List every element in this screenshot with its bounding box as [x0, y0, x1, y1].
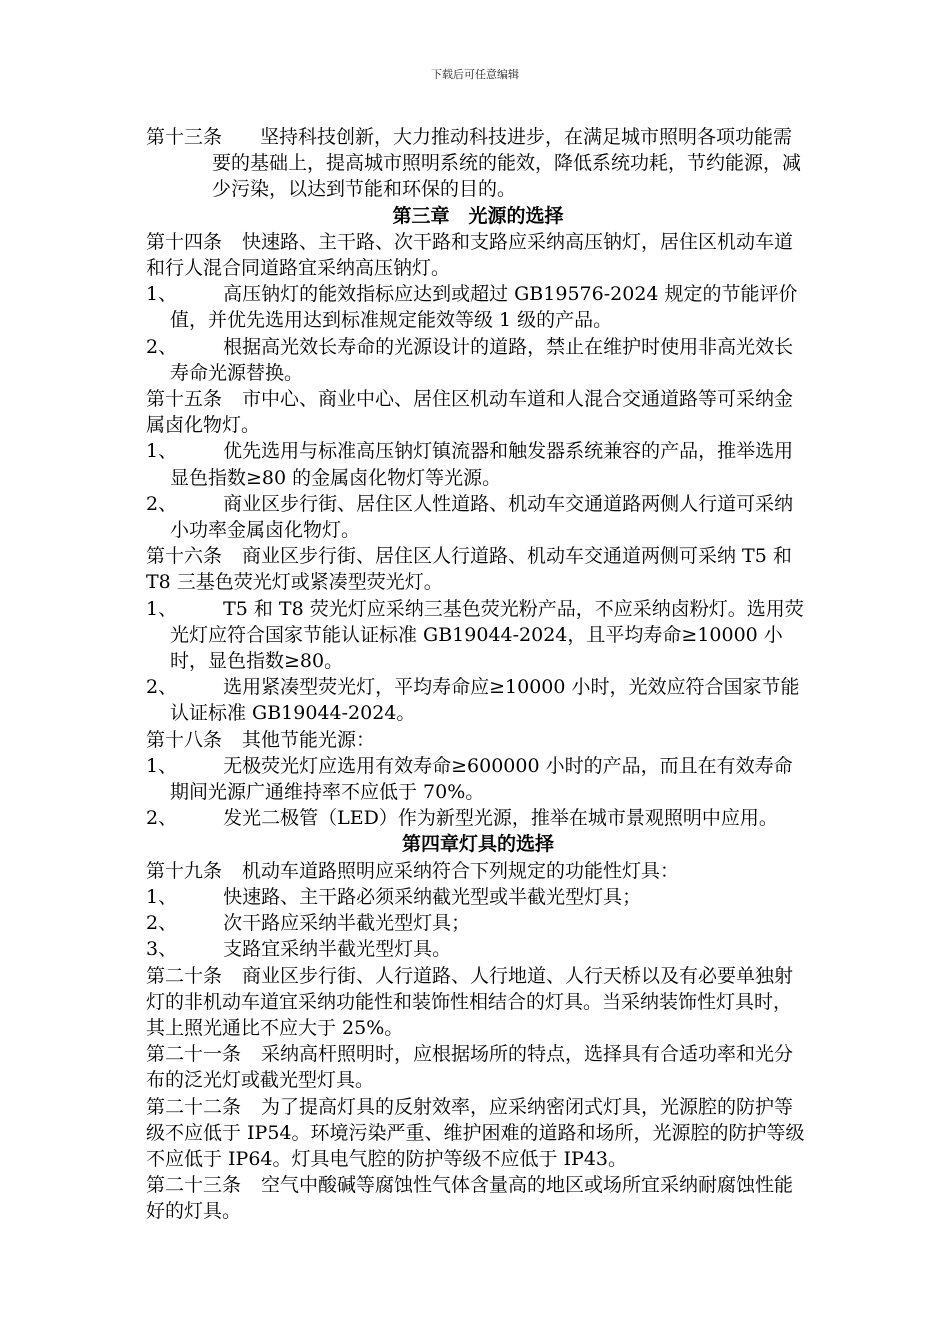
paragraph-text: 优先选用与标准高压钠灯镇流器和触发器系统兼容的产品，推举选用显色指数≥80 的金属卤化物灯等光源。: [170, 440, 794, 489]
page-header: 下载后可任意编辑: [431, 68, 519, 81]
item-number: 1、: [146, 885, 178, 908]
paragraph-text: 商业区步行街、人行道路、人行地道、人行天桥以及有必要单独射灯的非机动车道宜采纳功能性和装饰性相结合的灯具。当采纳装饰性灯具时，其上照光通比不应大于 25%。: [146, 964, 794, 1039]
article-label: 第十五条: [146, 388, 223, 411]
list-item: [146, 674, 810, 726]
paragraph-text: 发光二极管（LED）作为新型光源，推举在城市景观照明中应用。: [223, 807, 778, 830]
item-number: 3、: [146, 938, 178, 961]
paragraph-text: 机动车道路照明应采纳符合下列规定的功能性灯具：: [242, 859, 680, 882]
article-paragraph: [146, 858, 810, 884]
list-item: [146, 910, 810, 936]
item-number: 1、: [146, 440, 178, 463]
article-label: 第十八条: [146, 728, 223, 751]
item-number: 1、: [146, 754, 178, 777]
article-label: 第二十一条: [146, 1043, 242, 1066]
article-label: 第十四条: [146, 230, 223, 253]
paragraph-text: 采纳高杆照明时，应根据场所的特点，选择具有合适功率和光分布的泛光灯或截光型灯具。: [146, 1043, 794, 1092]
item-number: 1、: [146, 283, 178, 306]
paragraph-text: 根据高光效长寿命的光源设计的道路，禁止在维护时使用非高光效长寿命光源替换。: [170, 335, 794, 384]
article-paragraph: [146, 1172, 810, 1224]
list-item: [146, 334, 810, 386]
list-item: [146, 805, 810, 831]
document-body: [146, 124, 810, 1225]
article-paragraph: [146, 124, 810, 203]
article-paragraph: [146, 963, 810, 1042]
item-number: 2、: [146, 492, 178, 515]
paragraph-text: 次干路应采纳半截光型灯具；: [223, 912, 471, 935]
article-label: 第十三条: [146, 126, 223, 148]
list-item: [146, 281, 810, 333]
article-paragraph: [146, 229, 810, 281]
list-item: [146, 438, 810, 490]
article-paragraph: [146, 1041, 810, 1093]
paragraph-text: 快速路、主干路必须采纳截光型或半截光型灯具；: [223, 885, 642, 908]
item-number: 1、: [146, 597, 178, 620]
paragraph-text: 无极荧光灯应选用有效寿命≥600000 小时的产品，而且在有效寿命期间光源广通维持率不应低于 70%。: [170, 754, 793, 804]
article-paragraph: [146, 386, 810, 438]
list-item: [146, 596, 810, 675]
paragraph-text: T5 和 T8 荧光灯应采纳三基色荧光粉产品，不应采纳卤粉灯。选用荧光灯应符合国家节能认证标准 GB19044-2024，且平均寿命≥10000 小时，显色指数≥80。: [170, 597, 804, 673]
paragraph-text: 商业区步行街、居住区人行道路、机动车交通道两侧可采纳 T5 和 T8 三基色荧光灯或紧凑型荧光灯。: [146, 545, 792, 594]
article-label: 第二十二条: [146, 1095, 242, 1118]
article-label: 第二十条: [146, 964, 223, 987]
item-number: 2、: [146, 912, 178, 935]
paragraph-text: 市中心、商业中心、居住区机动车道和人混合交通道路等可采纳金属卤化物灯。: [146, 388, 794, 437]
item-number: 2、: [146, 807, 178, 830]
article-paragraph: [146, 727, 810, 753]
paragraph-text: 选用紧凑型荧光灯，平均寿命应≥10000 小时，光效应符合国家节能认证标准 GB19044-2024。: [170, 676, 800, 725]
paragraph-text: 坚持科技创新，大力推动科技进步，在满足城市照明各项功能需要的基础上，提高城市照明系统的能效，降低系统功耗，节约能源，减少污染，以达到节能和环保的目的。: [212, 126, 802, 201]
paragraph-text: 快速路、主干路、次干路和支路应采纳高压钠灯，居住区机动车道和行人混合同道路宜采纳高压钠灯。: [146, 230, 794, 280]
chapter-heading: 第四章灯具的选择: [401, 833, 554, 856]
list-item: [146, 884, 810, 910]
article-paragraph: [146, 1094, 810, 1173]
item-number: 2、: [146, 676, 178, 699]
chapter-heading: 第三章 光源的选择: [392, 204, 564, 227]
list-item: [146, 491, 810, 543]
item-number: 2、: [146, 335, 178, 358]
article-paragraph: [146, 543, 810, 595]
list-item: [146, 936, 810, 962]
list-item: [146, 753, 810, 805]
paragraph-text: 高压钠灯的能效指标应达到或超过 GB19576-2024 规定的节能评价值，并优先选用达到标准规定能效等级 1 级的产品。: [170, 283, 798, 332]
article-label: 第十九条: [146, 859, 223, 882]
article-label: 第二十三条: [146, 1174, 242, 1197]
paragraph-text: 支路宜采纳半截光型灯具。: [223, 938, 452, 961]
paragraph-text: 为了提高灯具的反射效率，应采纳密闭式灯具，光源腔的防护等级不应低于 IP54。环境污染严重、维护困难的道路和场所，光源腔的防护等级不应低于 IP64。灯具电气腔的防护等级不应低于 IP43。: [146, 1095, 805, 1170]
paragraph-text: 商业区步行街、居住区人性道路、机动车交通道路两侧人行道可采纳小功率金属卤化物灯。: [170, 492, 794, 542]
paragraph-text: 空气中酸碱等腐蚀性气体含量高的地区或场所宜采纳耐腐蚀性能好的灯具。: [146, 1174, 794, 1223]
paragraph-text: 其他节能光源：: [242, 728, 376, 751]
article-label: 第十六条: [146, 545, 223, 568]
